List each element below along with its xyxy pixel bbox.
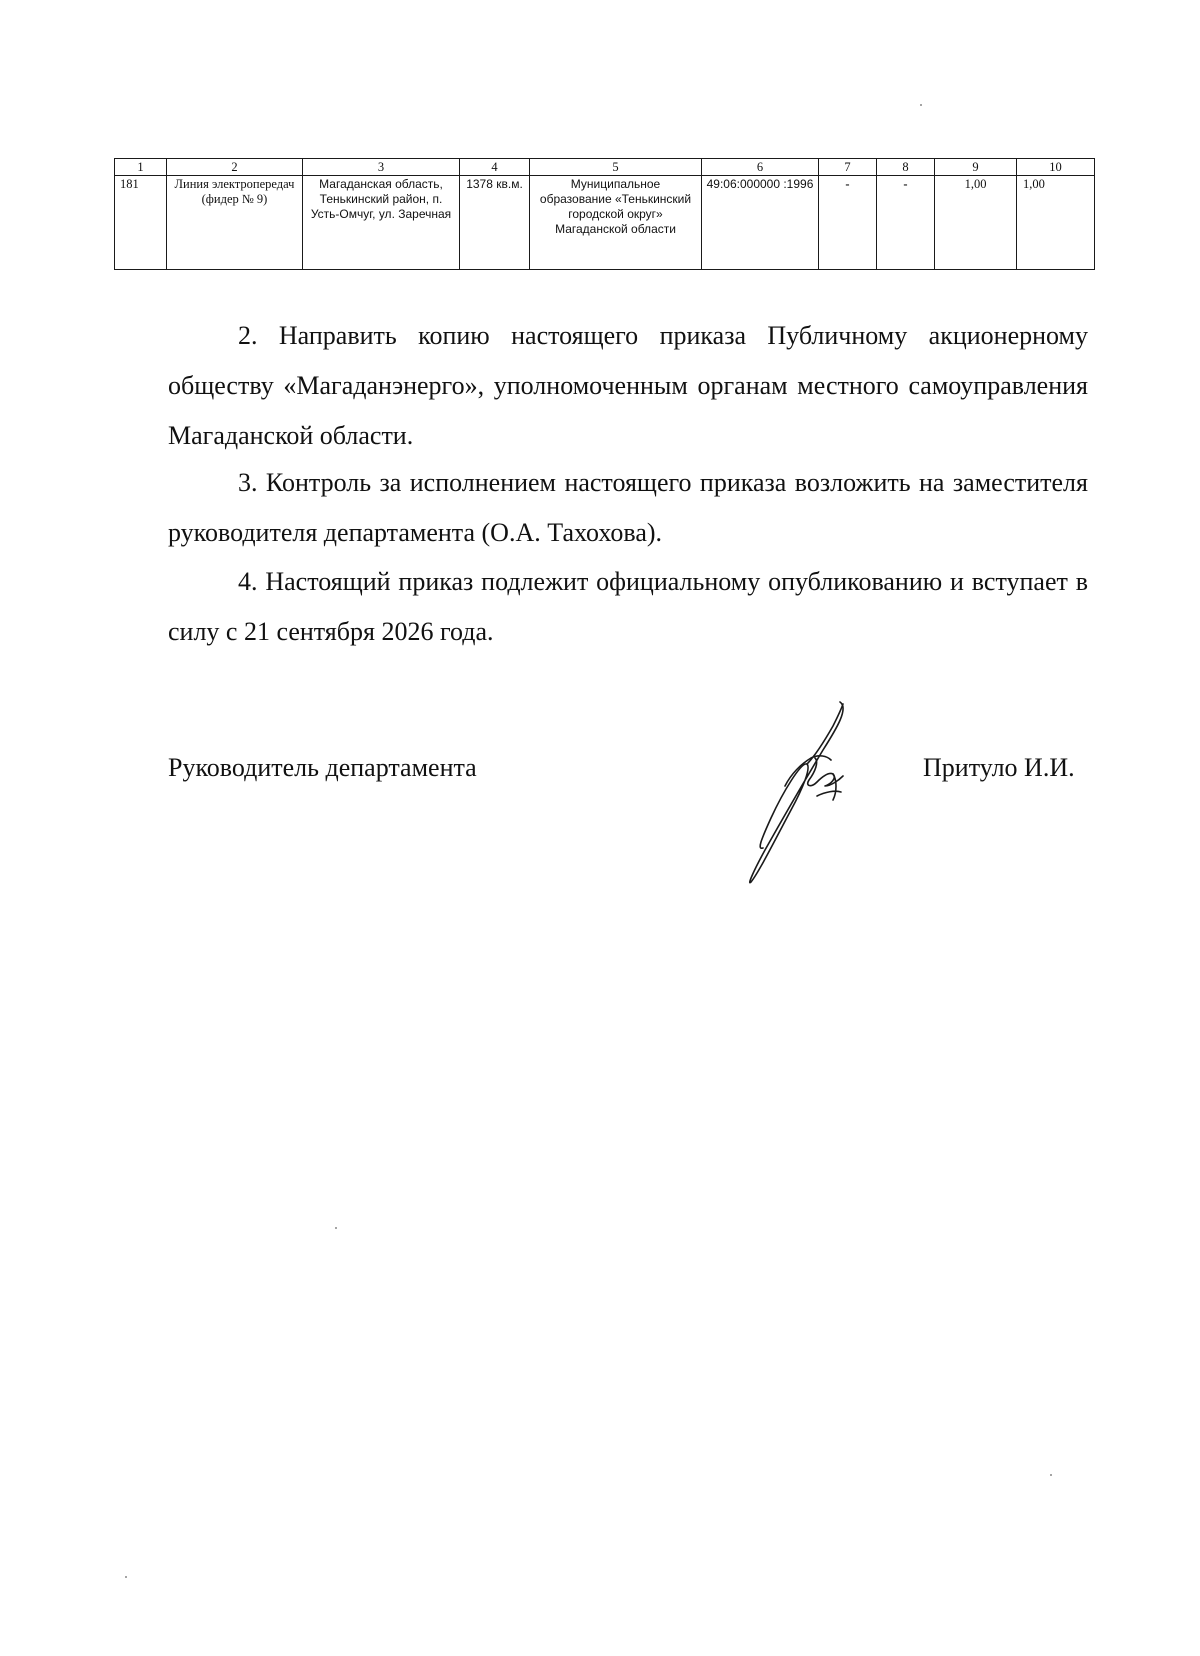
column-number-4: 4 [460,159,530,176]
scan-speck [920,104,922,106]
paragraph-4 [168,557,1088,657]
paragraph-3 [168,458,1088,558]
column-number-8: 8 [877,159,935,176]
signatory-name: Притуло И.И. [923,753,1075,782]
column-number-10: 10 [1017,159,1095,176]
column-number-3: 3 [303,159,460,176]
land-plot-table [114,158,1095,270]
column-number-1: 1 [115,159,167,176]
column-number-5: 5 [530,159,702,176]
paragraph-2 [168,311,1088,461]
column-10-cell: 1,00 [1017,176,1095,270]
column-number-9: 9 [935,159,1017,176]
signatory-role: Руководитель департамента [168,753,477,782]
table-header-row [115,159,1095,176]
object-name-cell: Линия электропередач (фидер № 9) [167,176,303,270]
area-cell: 1378 кв.м. [460,176,530,270]
handwritten-signature [745,700,905,890]
column-8-cell: - [877,176,935,270]
column-7-cell: - [819,176,877,270]
column-number-2: 2 [167,159,303,176]
paragraph-3-text: 3. Контроль за исполнением настоящего приказа возложить на заместителя руководителя департамента (О.А. Тахохова). [168,468,1088,547]
scan-speck [1050,1474,1052,1476]
location-cell: Магаданская область, Тенькинский район, п. Усть-Омчуг, ул. Заречная [303,176,460,270]
cadastral-number-cell: 49:06:000000 :1996 [702,176,819,270]
table-row [115,176,1095,270]
paragraph-4-text: 4. Настоящий приказ подлежит официальному опубликованию и вступает в силу с 21 сентября 2026 года. [168,567,1088,646]
column-number-7: 7 [819,159,877,176]
scan-speck [335,1227,337,1229]
scan-speck [125,1576,127,1578]
column-9-cell: 1,00 [935,176,1017,270]
paragraph-2-text: 2. Направить копию настоящего приказа Публичному акционерному обществу «Магаданэнерго», уполномоченным органам местного самоуправления Магаданской области. [168,321,1088,450]
owner-cell: Муниципальное образование «Тенькинский городской округ» Магаданской области [530,176,702,270]
column-number-6: 6 [702,159,819,176]
row-index-cell: 181 [115,176,167,270]
